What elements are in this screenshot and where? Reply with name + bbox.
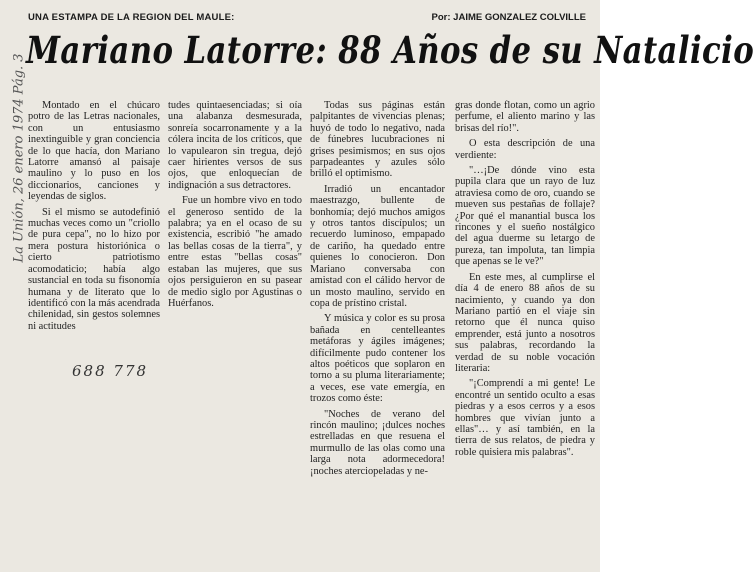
paragraph: "…¡De dónde vino esta pupila clara que un rayo de luz atraviesa como de oro, cuando se mueven sus pestañas de follaje? ¿Por qué el manantial busca los rincones y el sueño nostálgico del agua duerme su letargo de pureza, tan impoluta, tan limpia que apenas se le ve?" bbox=[455, 165, 595, 268]
article-column-3 bbox=[310, 100, 445, 477]
paragraph: O esta descripción de una verdiente: bbox=[455, 138, 595, 161]
section-kicker: UNA ESTAMPA DE LA REGION DEL MAULE: bbox=[28, 12, 235, 23]
paragraph: gras donde flotan, como un agrio perfume, el aliento marino y las brisas del río!". bbox=[455, 100, 595, 134]
article-column-2 bbox=[168, 100, 302, 309]
author-byline: Por: JAIME GONZALEZ COLVILLE bbox=[431, 12, 586, 23]
paragraph: tudes quintaesenciadas; si oía una alabanza desmesurada, sonreía socarronamente y a la cólera incita de los críticos, que lo vapulearon sin tregua, dejó caer hirientes versos de sus ojos, que enloquecían de indignación a sus detractores. bbox=[168, 100, 302, 191]
article-headline: Mariano Latorre: 88 Años de su Natalicio bbox=[26, 28, 754, 72]
paragraph: En este mes, al cumplirse el día 4 de enero 88 años de su nacimiento, y cuando ya don Mariano partió en el viaje sin retorno que él nunca quiso emprender, está junto a nosotros sus palabras, recordando la verdad de su noble vocación literaria: bbox=[455, 271, 595, 374]
article-column-1 bbox=[28, 100, 160, 332]
paragraph: Y música y color es su prosa bañada en centelleantes metáforas y ágiles imágenes; difícilmente pudo contener los altos poéticos que soplaron en torno a su pluma literariamente; a veces, ese vate emergía, en trozos como éste: bbox=[310, 313, 445, 405]
handwritten-date-note: La Unión, 26 enero 1974 Pág. 3 bbox=[11, 53, 27, 263]
article-column-4 bbox=[455, 100, 595, 458]
paragraph: Fue un hombre vivo en todo el generoso sentido de la palabra; ya en el ocaso de su existencia, escribió "he amado las bellas cosas de la tierra", y entre estas "bellas cosas" estaban las mujeres, que sus ojos persiguieron en su pasear de medio siglo por Agustinas o Huérfanos. bbox=[168, 195, 302, 309]
paragraph: Todas sus páginas están palpitantes de vivencias plenas; huyó de todo lo negativo, nada de fúnebres lucubraciones ni grises pesimismos; en sus ojos parpadeantes y azules sólo brilló el optimismo. bbox=[310, 100, 445, 180]
handwritten-annotation bbox=[0, 0, 27, 572]
paragraph: "Noches de verano del rincón maulino; ¡dulces noches estrelladas en que resuena el murmullo de las olas como una larga nota adormecedora! ¡noches aterciopeladas y ne- bbox=[310, 408, 445, 477]
paragraph: Montado en el chúcaro potro de las Letras nacionales, con un entusiasmo inextinguible y gran conciencia de lo que hacía, don Mariano Latorre amansó al paisaje maulino y lo puso en los diccionarios, canciones y leyendas de siglos. bbox=[28, 100, 160, 203]
paragraph: Irradió un encantador maestrazgo, bullente de bonhomía; dejó muchos amigos y otros tantos discípulos; un recuerdo luminoso, empapado de cariño, ha quedado entre quienes lo conocieron. Don Mariano conversaba con amistad con el cálido hervor de un mosto maulino, servido en copa de prístino cristal. bbox=[310, 183, 445, 309]
archive-stamp-number: 688 778 bbox=[72, 362, 149, 380]
paragraph: Si el mismo se autodefinió muchas veces como un "criollo de pura cepa", no lo hizo por mera postura historiónica o cierto patriotismo acomodaticio; había algo sustancial en toda su fisonomía humana y de literato que lo identificó con la más acendrada chilenidad, sin gestos solemnes ni actitudes bbox=[28, 206, 160, 332]
paragraph: "¡Comprendí a mi gente! Le encontré un sentido oculto a esas piedras y a esos cerros y a esos hombres que vivían junto a ellas"… y así también, en la tierra de sus relatos, de piedra y roble quisiera mis palabras". bbox=[455, 378, 595, 458]
